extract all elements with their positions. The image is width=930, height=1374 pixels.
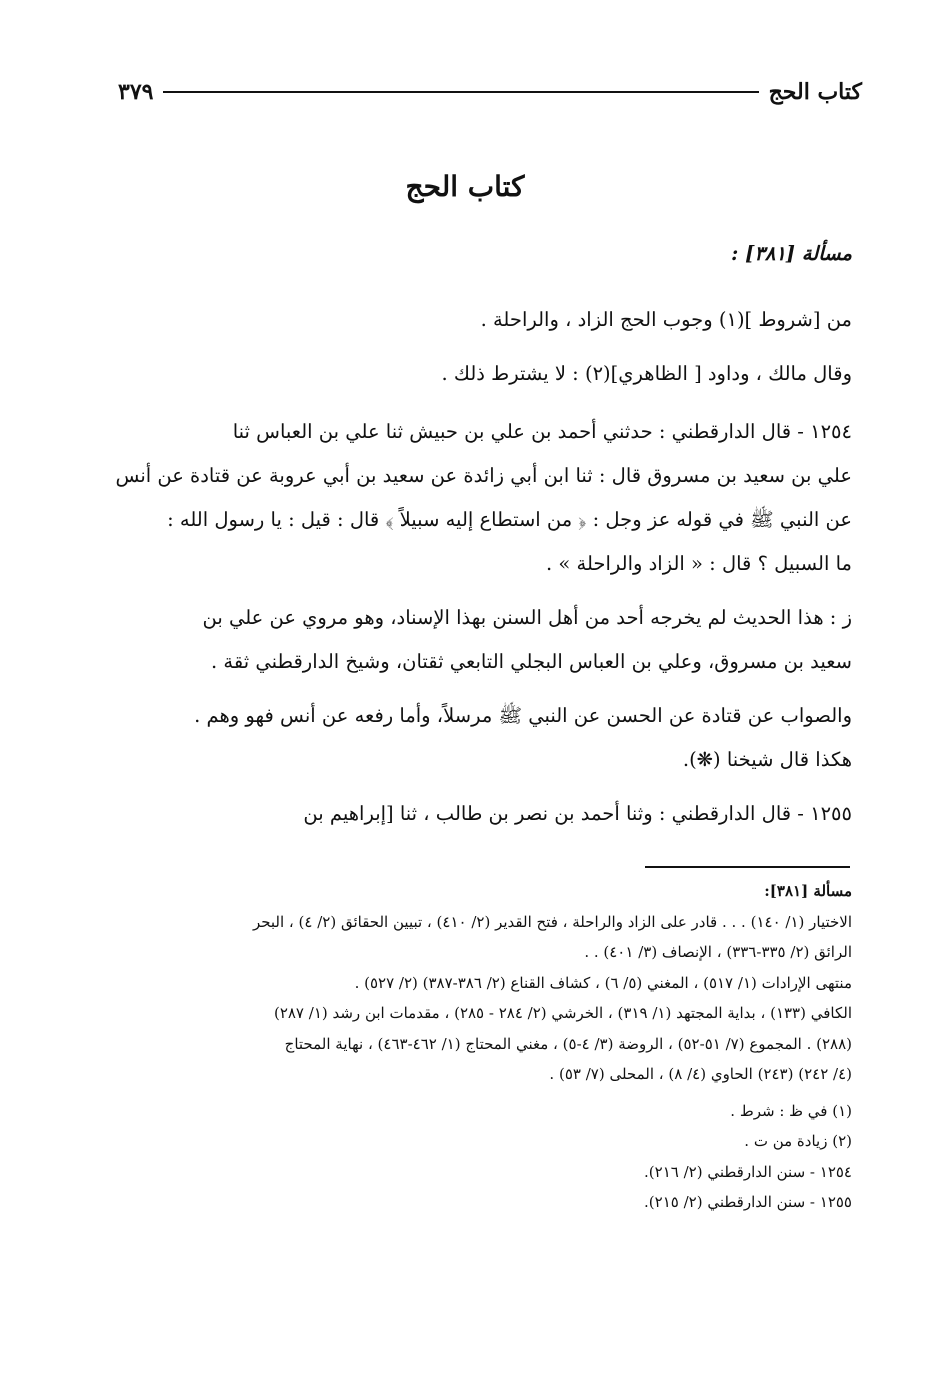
hadith-1254-line: عن النبي ﷺ في قوله عز وجل : ﴿ من استطاع إليه سبيلاً ﴾ قال : قيل : يا رسول الله :: [167, 508, 852, 531]
masala-heading: مسألة [٣٨١] :: [731, 242, 852, 265]
commentary-line: سعيد بن مسروق، وعلي بن العباس البجلي التابعي ثقتان، وشيخ الدارقطني ثقة .: [211, 650, 852, 673]
footnote-reference-line: (٢٨٨) . المجموع (٧/ ٥١-٥٢) ، الروضة (٣/ ٤-٥) ، مغني المحتاج (١/ ٤٦٢-٤٦٣) ، نهاية المحتاج: [284, 1034, 852, 1053]
running-header-title: كتاب الحج: [768, 79, 862, 105]
footnote-reference-line: الاختيار (١/ ١٤٠) . . . قادر على الزاد والراحلة ، فتح القدير (٢/ ٤١٠) ، تبيين الحقائق (٢/ ٤) ، البحر: [252, 912, 852, 931]
page-number: ٣٧٩: [118, 79, 154, 105]
hadith-1254-line: ١٢٥٤ - قال الدارقطني : حدثني أحمد بن علي بن حبيش ثنا علي بن العباس ثنا: [232, 420, 852, 443]
header-rule: [163, 91, 758, 93]
footnote-hadith-1255: ١٢٥٥ - سنن الدارقطني (٢/ ٢١٥).: [644, 1193, 852, 1211]
footnote-2: (٢) زيادة من ت .: [744, 1132, 852, 1150]
footnote-hadith-1254: ١٢٥٤ - سنن الدارقطني (٢/ ٢١٦).: [644, 1162, 852, 1181]
chapter-title: كتاب الحج: [405, 170, 525, 203]
running-header: [118, 72, 862, 112]
paragraph-malik-opinion: وقال مالك ، وداود [ الظاهري](٢) : لا يشترط ذلك .: [441, 362, 852, 385]
footnote-reference-line: (٤/ ٢٤٢) (٢٤٣) الحاوي (٤/ ٨) ، المحلى (٧/ ٥٣) .: [549, 1065, 852, 1083]
hadith-1254-line: علي بن سعيد بن مسروق قال : ثنا ابن أبي زائدة عن سعيد بن أبي عروبة عن قتادة عن أنس: [115, 464, 852, 487]
hadith-1255: [112, 792, 852, 836]
commentary-line: ز : هذا الحديث لم يخرجه أحد من أهل السنن بهذا الإسناد، وهو مروي عن علي بن: [202, 606, 852, 629]
correction-note: [112, 694, 852, 782]
footnote-reference-line: منتهى الإرادات (١/ ٥١٧) ، المغني (٥/ ٦) ، كشاف القناع (٢/ ٣٨٦-٣٨٧) (٢/ ٥٢٧) .: [354, 973, 852, 992]
footnotes: [112, 876, 852, 1218]
footnote-heading: مسألة [٣٨١]:: [764, 882, 852, 900]
correction-line: والصواب عن قتادة عن الحسن عن النبي ﷺ مرسلاً، وأما رفعه عن أنس فهو وهم .: [194, 704, 852, 727]
correction-line: هكذا قال شيخنا (❋).: [682, 748, 852, 771]
footnote-separator: [645, 866, 850, 868]
paragraph-conditions: من [شروط ](١) وجوب الحج الزاد ، والراحلة .: [480, 308, 852, 331]
footnote-reference-line: الكافي (١٣٣) ، بداية المجتهد (١/ ٣١٩) ، الخرشي (٢/ ٢٨٤ - ٢٨٥) ، مقدمات ابن رشد (١/ ٢٨٧): [273, 1004, 852, 1022]
hadith-1254: [112, 410, 852, 586]
hadith-1255-line: ١٢٥٥ - قال الدارقطني : وثنا أحمد بن نصر بن طالب ، ثنا [إبراهيم بن: [303, 802, 852, 825]
footnote-1: (١) في ظ : شرط .: [730, 1101, 852, 1120]
commentary: [112, 596, 852, 684]
hadith-1254-line: ما السبيل ؟ قال : « الزاد والراحلة » .: [545, 552, 852, 575]
main-text: [112, 232, 852, 846]
footnote-reference-line: الرائق (٢/ ٣٣٥-٣٣٦) ، الإنصاف (٣/ ٤٠١) . .: [584, 943, 852, 961]
